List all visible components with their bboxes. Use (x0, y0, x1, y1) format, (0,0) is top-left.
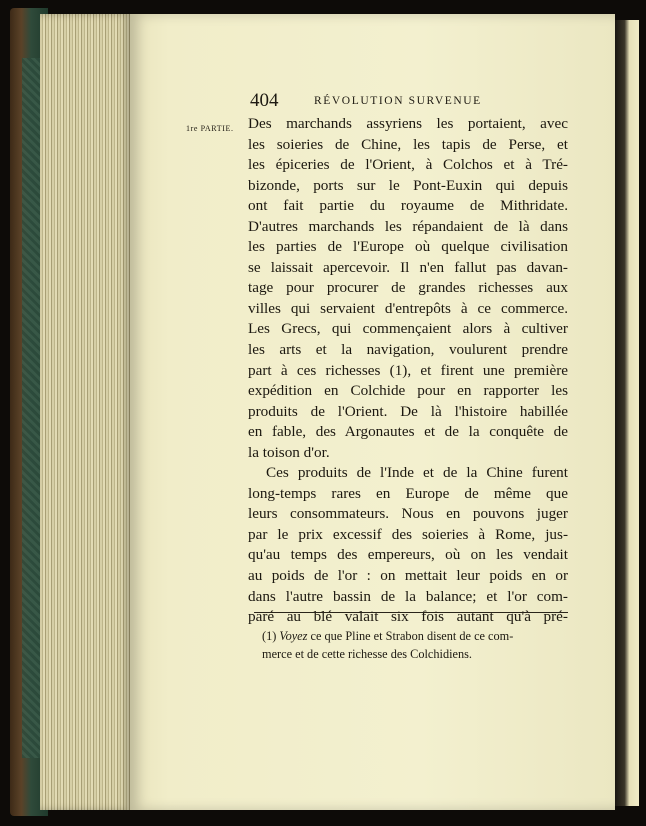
text-line: paré au blé valait six fois autant qu'à pré- (248, 608, 568, 626)
body-text (248, 114, 568, 628)
text-line: villes qui servaient d'entrepôts à ce commerce. (248, 299, 568, 317)
text-line: la toison d'or. (248, 443, 330, 461)
footnote-text: ce que Pline et Strabon disent de ce com- (307, 629, 514, 643)
footnote-italic: Voyez (279, 629, 308, 643)
text-line: leurs consommateurs. Nous en pouvons juger (248, 505, 568, 523)
text-line: les arts et la navigation, voulurent prendre (248, 341, 568, 359)
margin-note: 1re PARTIE. (186, 124, 234, 133)
text-line: au poids de l'or : on mettait leur poids en or (248, 567, 568, 585)
text-line: produits de l'Orient. De là l'histoire habillée (248, 402, 568, 420)
text-line: part à ces richesses (1), et firent une première (248, 361, 568, 379)
page-edges (40, 14, 132, 810)
text-line: qu'au temps des empereurs, où on les vendait (248, 546, 568, 564)
text-line: D'autres marchands les répandaient de là dans (248, 217, 568, 235)
text-line: en fable, des Argonautes et de la conquête de (248, 423, 568, 441)
page-number: 404 (250, 90, 279, 111)
text-line: se laissait apercevoir. Il n'en fallut pas davan- (248, 258, 568, 276)
text-line: dans l'autre bassin de la balance; et l'or com- (248, 587, 568, 605)
text-line: par le prix excessif des soieries à Rome, jus- (248, 525, 568, 543)
text-line: les parties de l'Europe où quelque civilisation (248, 238, 568, 256)
facing-page-edge (615, 20, 639, 806)
running-head (250, 92, 570, 112)
footnote-marker: (1) (262, 629, 277, 643)
footnote-line (262, 627, 568, 645)
running-title: RÉVOLUTION SURVENUE (314, 95, 482, 107)
text-line: Ces produits de l'Inde et de la Chine furent (266, 464, 568, 482)
footnote-rule (254, 612, 568, 613)
text-line: expédition en Colchide pour en rapporter les (248, 382, 568, 400)
text-line: ont fait partie du royaume de Mithridate. (248, 197, 568, 215)
text-line: les soieries de Chine, les tapis de Perse, et (248, 135, 568, 153)
text-line: bizonde, ports sur le Pont-Euxin qui depuis (248, 176, 568, 194)
text-line: tage pour procurer de grandes richesses aux (248, 279, 568, 297)
footnote (262, 627, 568, 663)
text-line: long-temps rares en Europe de même que (248, 484, 568, 502)
footnote-line: merce et de cette richesse des Colchidiens. (262, 647, 472, 661)
text-line: Des marchands assyriens les portaient, avec (248, 115, 568, 132)
text-line: Les Grecs, qui commençaient alors à cultiver (248, 320, 568, 338)
text-line: les épiceries de l'Orient, à Colchos et à Tré- (248, 156, 568, 174)
